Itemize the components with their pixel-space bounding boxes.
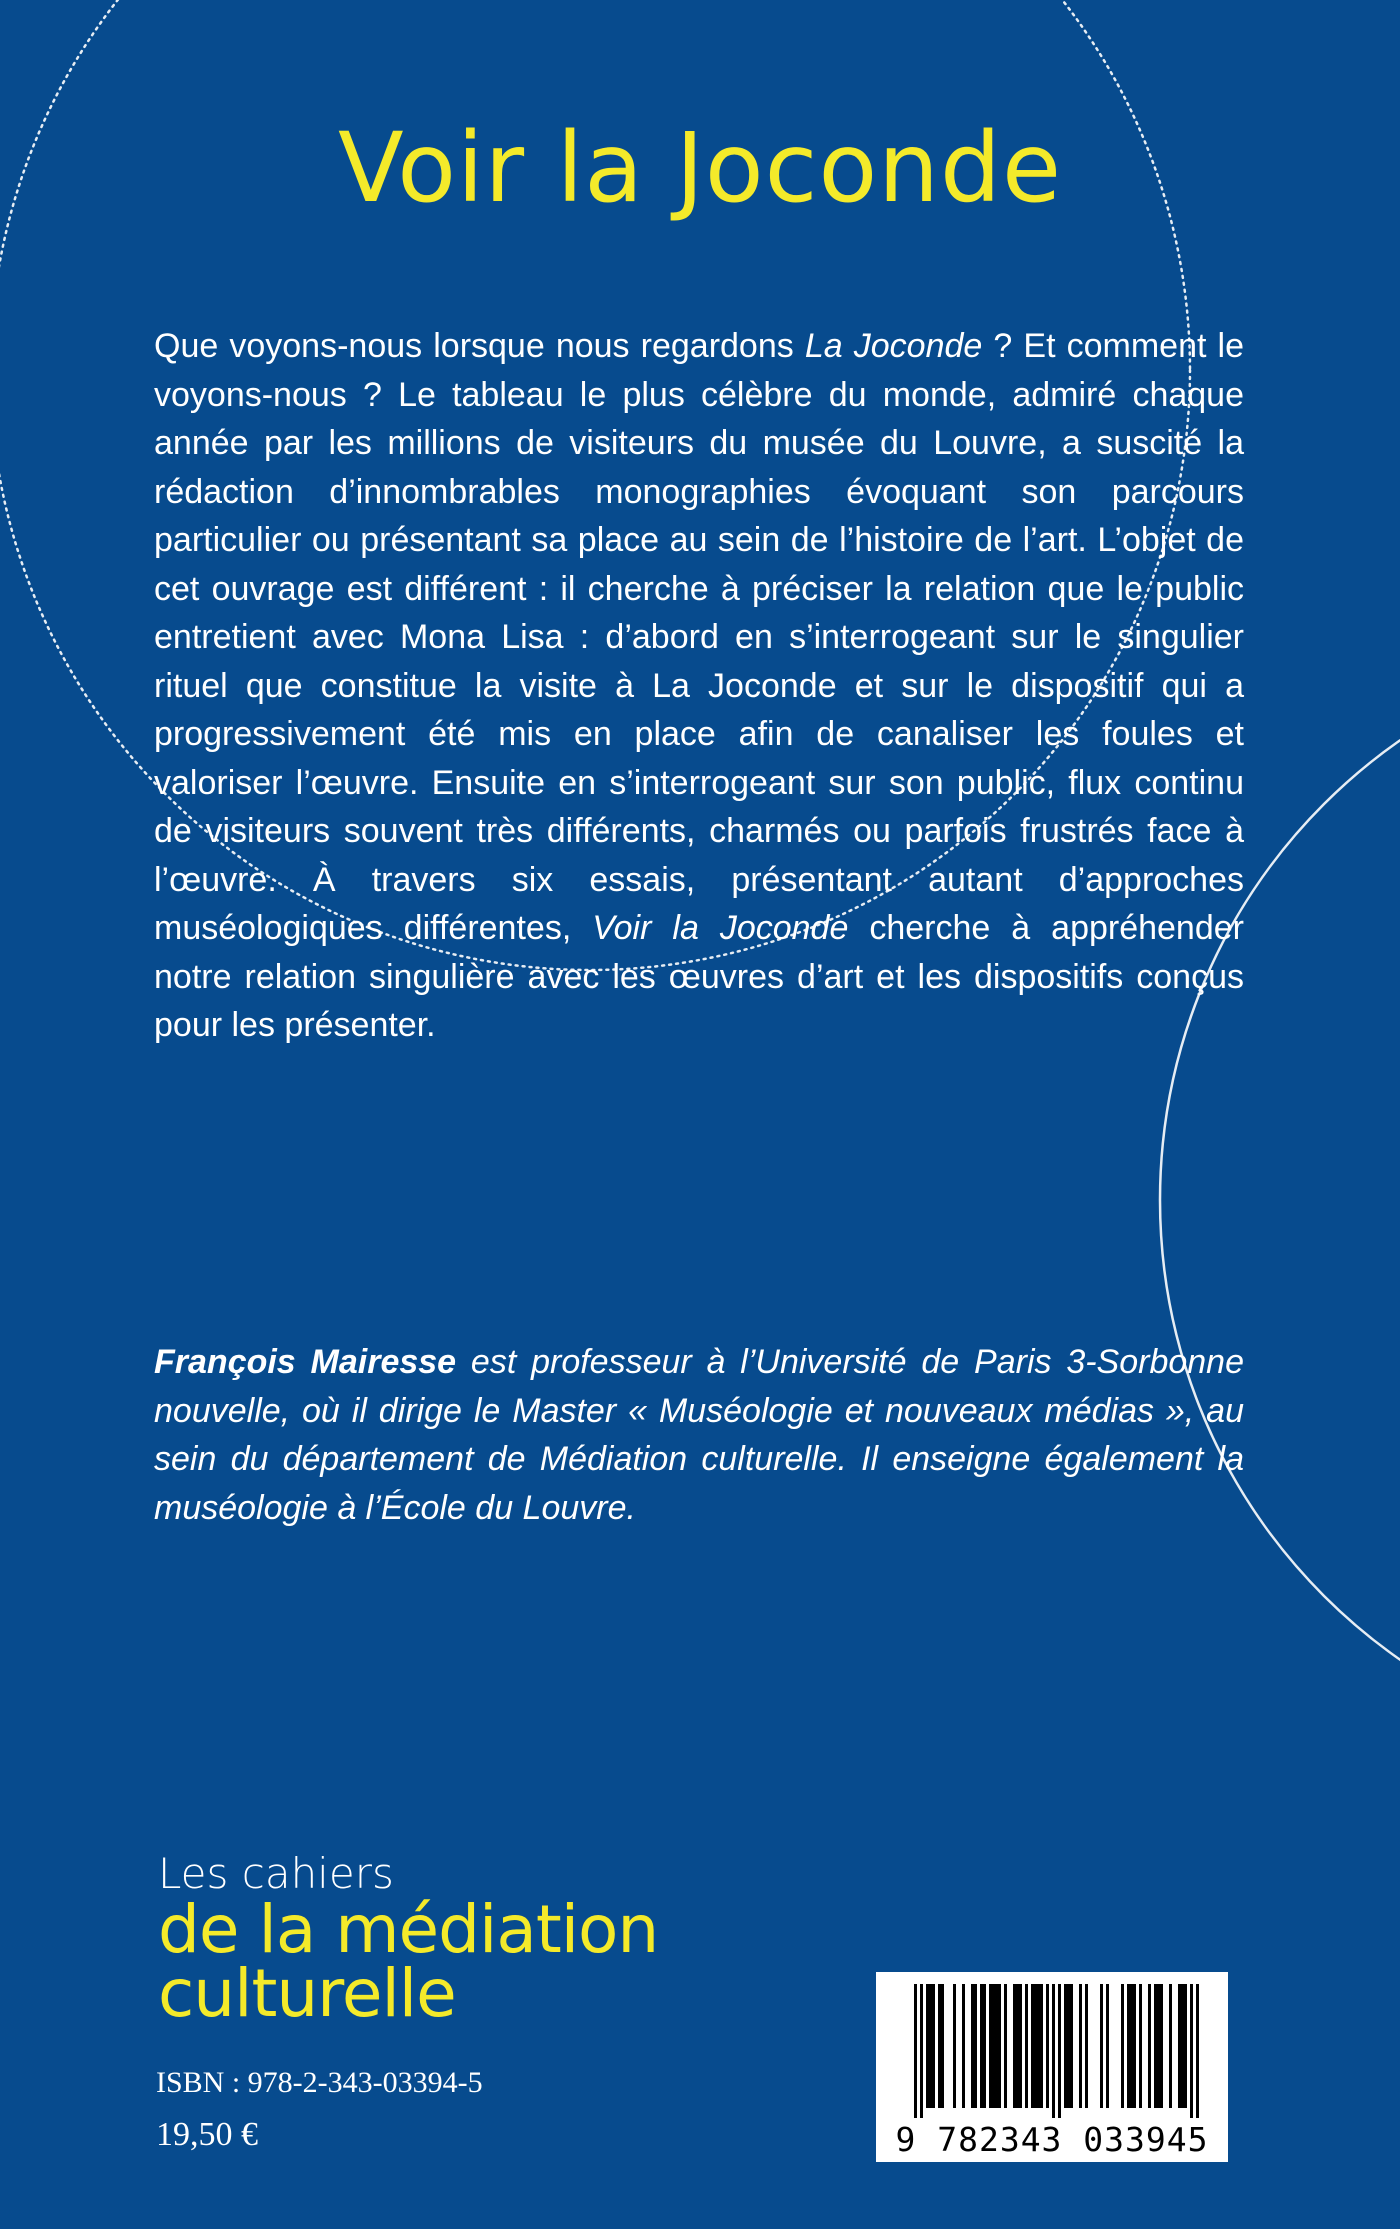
barcode-bar (1130, 1984, 1133, 2108)
barcode-bar (995, 1984, 998, 2108)
price: 19,50 € (156, 2116, 258, 2153)
barcode-bar (1184, 1984, 1187, 2108)
barcode-bar (1181, 1984, 1184, 2108)
summary-title-ref-2: Voir la Joconde (592, 909, 849, 947)
barcode-bar (1019, 1984, 1022, 2108)
collection-line-3: culturelle (158, 1955, 456, 2032)
barcode-bar (941, 1984, 944, 2108)
collection-logo (158, 1849, 659, 2032)
barcode-bar (938, 1984, 941, 2108)
barcode-bar (1169, 1984, 1172, 2108)
barcode-bar (1127, 1984, 1130, 2108)
barcode-bar (1064, 1984, 1067, 2108)
barcode-bar (1025, 1984, 1028, 2108)
barcode-bar (1016, 1984, 1019, 2108)
author-bio-text: est professeur à l’Université de Paris 3-Sorbonne nouvelle, où il dirige le Master « Muséologie et nouveaux médias », au sein du département de Médiation culturelle. Il enseigne également la muséologie à l’École du Louvre. (154, 1343, 1245, 1527)
barcode-bars (876, 1972, 1228, 2122)
barcode-bar (983, 1984, 986, 2108)
barcode-bar (971, 1984, 974, 2108)
barcode-bar (1148, 1984, 1151, 2108)
barcode-bar (914, 1984, 917, 2118)
barcode-bar (1133, 1984, 1136, 2108)
book-summary (154, 322, 1244, 1050)
barcode-bar (974, 1984, 977, 2108)
barcode-bar (1004, 1984, 1007, 2108)
summary-text-1: Que voyons-nous lorsque nous regardons (154, 327, 805, 365)
barcode-bar (1079, 1984, 1082, 2108)
barcode-bar (1100, 1984, 1103, 2108)
barcode-bar (929, 1984, 932, 2108)
barcode-bar (1046, 1984, 1049, 2108)
barcode-bar (1154, 1984, 1157, 2108)
summary-title-ref-1: La Joconde (804, 327, 983, 365)
barcode-bar (1058, 1984, 1061, 2118)
barcode-bar (1121, 1984, 1124, 2108)
barcode-bar (1040, 1984, 1043, 2108)
barcode-bar (920, 1984, 923, 2118)
barcode-bar (1196, 1984, 1199, 2118)
author-name: François Mairesse (154, 1343, 457, 1381)
barcode-bar (1139, 1984, 1142, 2108)
barcode-digits: 9 782343 033945 (895, 2120, 1209, 2159)
author-bio (154, 1338, 1244, 1532)
barcode (876, 1972, 1228, 2162)
barcode-bar (998, 1984, 1001, 2108)
barcode-bar (953, 1984, 956, 2108)
barcode-bar (1160, 1984, 1163, 2108)
barcode-bar (1052, 1984, 1055, 2118)
barcode-bar (1070, 1984, 1073, 2108)
barcode-bar (1085, 1984, 1088, 2108)
barcode-bar (1190, 1984, 1193, 2118)
barcode-bar (962, 1984, 965, 2108)
collection-line-2: de la médiation (158, 1891, 659, 1968)
barcode-bar (1106, 1984, 1109, 2108)
barcode-bar (926, 1984, 929, 2108)
barcode-bar (1178, 1984, 1181, 2108)
barcode-bar (1067, 1984, 1070, 2108)
barcode-bar (1031, 1984, 1034, 2108)
barcode-bar (1157, 1984, 1160, 2108)
barcode-bar (980, 1984, 983, 2108)
barcode-bar (989, 1984, 992, 2108)
barcode-bar (992, 1984, 995, 2108)
summary-text-2: ? Et comment le voyons-nous ? Le tableau le plus célèbre du monde, admiré chaque année par les millions de visiteurs du musée du Louvre, a suscité la rédaction d’innombrables monographies évoquant son parcours particulier ou présentant sa place au sein de l’histoire de l’art. L’objet de cet ouvrage est différent : il cherche à préciser la relation que le public entretient avec Mona Lisa : d’abord en s’interrogeant sur le singulier rituel que constitue la visite à La Joconde et sur le dispositif qui a progressivement été mis en place afin de canaliser les foules et valoriser l’œuvre. Ensuite en s’interrogeant sur son public, flux continu de visiteurs souvent très différents, charmés ou parfois frustrés face à l’œuvre. À travers six essais, présentant autant d’approches muséologiques différentes, (154, 327, 1244, 947)
summary-text-3: cherche à appréhender notre relation singulière avec les œuvres d’art et les dispositifs conçus pour les présenter. (154, 909, 1244, 1044)
isbn: ISBN : 978-2-343-03394-5 (156, 2066, 483, 2099)
barcode-bar (1037, 1984, 1040, 2108)
barcode-bar (1034, 1984, 1037, 2108)
collection-line-1: Les cahiers (158, 1849, 394, 1898)
book-title: Voir la Joconde (337, 112, 1063, 224)
barcode-bar (932, 1984, 935, 2108)
barcode-bar (1013, 1984, 1016, 2108)
